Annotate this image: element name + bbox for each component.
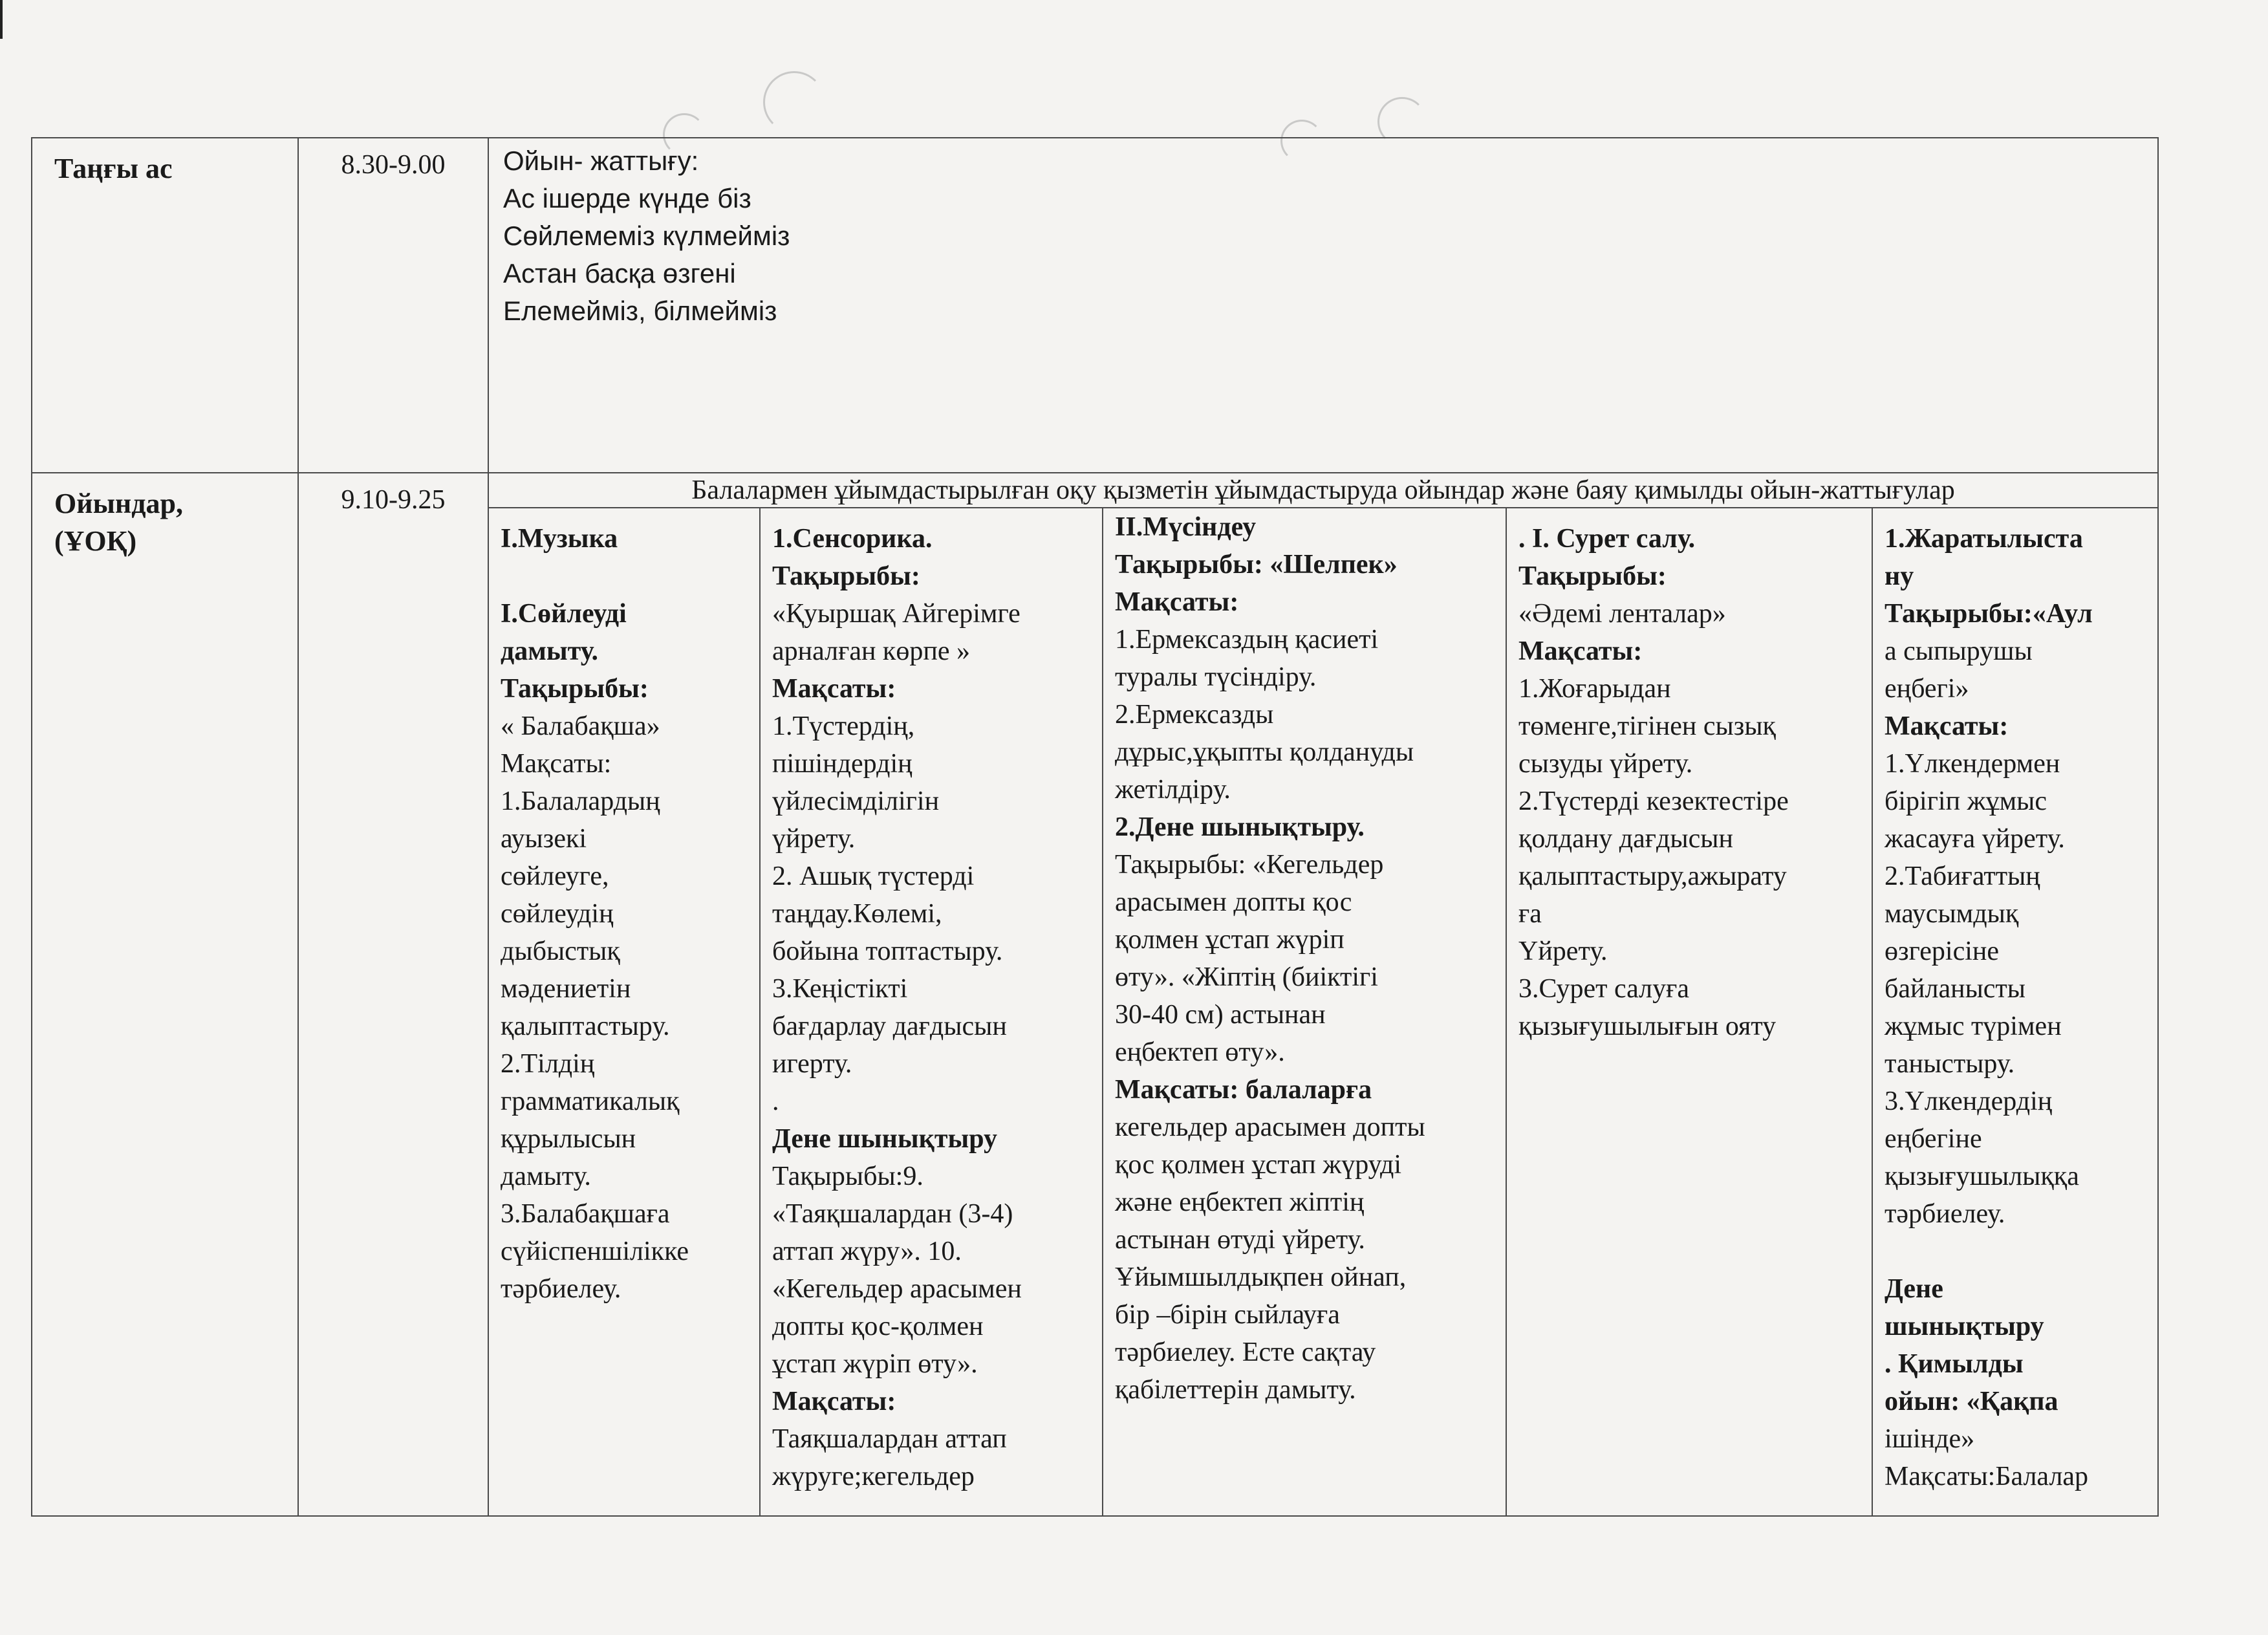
activity-line: қалыптастыру,ажырату xyxy=(1518,861,1787,891)
activity-line: Үйрету. xyxy=(1518,937,1608,966)
activity-line: шынықтыру xyxy=(1885,1312,2044,1341)
activity-line: қызығушылыққа xyxy=(1885,1162,2079,1191)
games-header-row xyxy=(32,473,2158,508)
activity-line: 1.Балалардың xyxy=(501,786,660,816)
activity-line: Тақырыбы: «Кегельдер xyxy=(1115,850,1384,880)
activity-line: жасауға үйрету. xyxy=(1885,824,2065,854)
activity-line: ға xyxy=(1518,899,1542,929)
activity-line: Мақсаты: xyxy=(1885,711,2009,741)
activity-line: қызығушылығын ояту xyxy=(1518,1012,1777,1041)
activity-column-drawing xyxy=(1506,508,1872,1516)
activity-line: 1.Үлкендермен xyxy=(1885,749,2060,779)
activity-line: 1.Жаратылыста xyxy=(1885,524,2083,554)
activity-line: қолмен ұстап жүріп xyxy=(1115,925,1345,955)
activity-line: 1.Сенсорика. xyxy=(772,524,933,554)
activity-line: допты қос-қолмен xyxy=(772,1312,984,1341)
activity-line: қолдану дағдысын xyxy=(1518,824,1733,854)
activity-line: таныстыру. xyxy=(1885,1049,2015,1079)
breakfast-line: Ас ішерде күнде біз xyxy=(503,183,751,213)
activity-line: . І. Сурет салу. xyxy=(1518,524,1696,554)
activity-line: астынан өтуді үйрету. xyxy=(1115,1225,1365,1255)
activity-line: 2.Табиғаттың xyxy=(1885,861,2040,891)
activity-line: тәрбиелеу. xyxy=(1885,1199,2005,1229)
activity-line: Таяқшалардан аттап xyxy=(772,1424,1007,1454)
activity-line: дұрыс,ұқыпты қолдануды xyxy=(1115,737,1414,767)
games-time: 9.10-9.25 xyxy=(298,473,488,1516)
activity-line: Дене xyxy=(1885,1274,1943,1304)
activity-line: бірігіп жұмыс xyxy=(1885,786,2047,816)
activity-column-sensorics xyxy=(760,508,1103,1516)
activity-line: І.Музыка xyxy=(501,524,618,554)
activity-line: және еңбектеп жіптің xyxy=(1115,1187,1365,1217)
activity-line: төменге,тігінен сызық xyxy=(1518,711,1776,741)
activity-line: бойына топтастыру. xyxy=(772,937,1003,966)
activity-line: кегельдер арасымен допты xyxy=(1115,1112,1425,1142)
activity-line xyxy=(501,558,748,595)
activity-line: грамматикалық xyxy=(501,1087,680,1116)
activity-line: ІІ.Мүсіндеу xyxy=(1115,512,1257,542)
activity-line: Мақсаты:Балалар xyxy=(1885,1462,2089,1491)
scan-edge-mark xyxy=(0,0,3,39)
activity-column-modeling xyxy=(1103,508,1506,1516)
activity-line: аттап жүру». 10. xyxy=(772,1237,962,1266)
activity-line: Мақсаты: балаларға xyxy=(1115,1075,1372,1105)
activity-line: бір –бірін сыйлауға xyxy=(1115,1300,1340,1330)
activity-line: қалыптастыру. xyxy=(501,1012,670,1041)
activity-line: Дене шынықтыру xyxy=(772,1124,998,1154)
activity-line: сөйлеуге, xyxy=(501,861,609,891)
breakfast-line: Астан басқа өзгені xyxy=(503,258,736,288)
activity-line: үйрету. xyxy=(772,824,856,854)
activity-line: дыбыстық xyxy=(501,937,620,966)
activity-line: 3.Кеңістікті xyxy=(772,974,908,1004)
breakfast-line: Сөйлемеміз күлмейміз xyxy=(503,221,790,251)
activity-line: І.Сөйлеуді xyxy=(501,599,627,629)
activity-line: қос қолмен ұстап жүруді xyxy=(1115,1150,1402,1180)
games-label xyxy=(32,473,298,1516)
activity-line: пішіндердің xyxy=(772,749,913,779)
activity-line: еңбектеп өту». xyxy=(1115,1037,1285,1067)
activity-line: құрылысын xyxy=(501,1124,636,1154)
activity-line: маусымдық xyxy=(1885,899,2019,929)
activity-line: «Қуыршақ Айгерімге xyxy=(772,599,1021,629)
activity-line: өзгерісіне xyxy=(1885,937,2000,966)
activity-line: 3.Балабақшаға xyxy=(501,1199,670,1229)
activity-line: 3.Сурет салуға xyxy=(1518,974,1689,1004)
activity-line: арасымен допты қос xyxy=(1115,887,1352,917)
activity-line: Тақырыбы:«Аул xyxy=(1885,599,2093,629)
activity-line: Мақсаты: xyxy=(1518,636,1643,666)
activity-line: мәдениетін xyxy=(501,974,631,1004)
activity-line: ішінде» xyxy=(1885,1424,1975,1454)
activity-line: таңдау.Көлемі, xyxy=(772,899,942,929)
breakfast-line: Ойын- жаттығу: xyxy=(503,146,699,176)
activity-line: жетілдіру. xyxy=(1115,775,1231,805)
activity-line: 2.Тілдің xyxy=(501,1049,595,1079)
activity-line xyxy=(1885,1233,2146,1270)
activity-line: Мақсаты: xyxy=(772,1387,896,1416)
activity-line: дамыту. xyxy=(501,636,599,666)
activity-line: тәрбиелеу. xyxy=(501,1274,621,1304)
activity-line: еңбегіне xyxy=(1885,1124,1982,1154)
activity-line: жұмыс түрімен xyxy=(1885,1012,2062,1041)
activity-line: Тақырыбы:9. xyxy=(772,1162,923,1191)
activity-column-music-speech xyxy=(488,508,760,1516)
activity-line: Тақырыбы: «Шелпек» xyxy=(1115,550,1398,579)
activity-line: бағдарлау дағдысын xyxy=(772,1012,1007,1041)
activity-line: арналған көрпе » xyxy=(772,636,970,666)
scan-smudge xyxy=(763,71,825,133)
activity-line: жүруге;кегельдер xyxy=(772,1462,975,1491)
activity-line: Мақсаты: xyxy=(501,749,612,779)
activity-column-nature xyxy=(1872,508,2158,1516)
activity-line: «Әдемі лентaлар» xyxy=(1518,599,1726,629)
activity-line: сызуды үйрету. xyxy=(1518,749,1693,779)
activity-line: 2.Ермексазды xyxy=(1115,700,1274,730)
games-label-line1: Ойындар, xyxy=(54,488,184,519)
activity-line: 2.Дене шынықтыру. xyxy=(1115,812,1365,842)
activity-line: дамыту. xyxy=(501,1162,591,1191)
activity-line: « Балабақша» xyxy=(501,711,660,741)
activity-line: 2. Ашық түстерді xyxy=(772,861,975,891)
activity-line: тәрбиелеу. Есте сақтау xyxy=(1115,1337,1376,1367)
activity-line: 30-40 см) астынан xyxy=(1115,1000,1326,1030)
activity-line: ұстап жүріп өту». xyxy=(772,1349,978,1379)
breakfast-time: 8.30-9.00 xyxy=(298,138,488,473)
activity-line: 1.Түстердің, xyxy=(772,711,915,741)
activity-line: туралы түсіндіру. xyxy=(1115,662,1317,692)
breakfast-label: Таңғы ас xyxy=(32,138,298,473)
activity-line: а сыпырушы xyxy=(1885,636,2033,666)
breakfast-content xyxy=(488,138,2158,473)
activity-line: өту». «Жіптің (биіктігі xyxy=(1115,962,1378,992)
activity-line: 3.Үлкендердің xyxy=(1885,1087,2053,1116)
activity-line: Тақырыбы: xyxy=(772,561,920,591)
activity-line: Ұйымшылдықпен ойнап, xyxy=(1115,1262,1407,1292)
activity-line: байланысты xyxy=(1885,974,2025,1004)
activity-line: ойын: «Қақпа xyxy=(1885,1387,2058,1416)
activity-line: Тақырыбы: xyxy=(501,674,649,704)
activity-line: 1.Ермексаздың қасиеті xyxy=(1115,625,1379,655)
breakfast-row xyxy=(32,138,2158,473)
activity-line: қабілеттерін дамыту. xyxy=(1115,1375,1356,1405)
activity-line: үйлесімділігін xyxy=(772,786,940,816)
activity-line: 1.Жоғарыдан xyxy=(1518,674,1671,704)
activity-line: сүйіспеншілікке xyxy=(501,1237,689,1266)
activity-line: Мақсаты: xyxy=(772,674,896,704)
games-label-line2: (ҰОҚ) xyxy=(54,525,137,557)
activity-line: . xyxy=(772,1087,779,1116)
activity-line: 2.Түстерді кезектестіре xyxy=(1518,786,1789,816)
activity-line: «Таяқшалардан (3-4) xyxy=(772,1199,1013,1229)
games-activities-header: Балалармен ұйымдастырылған оқу қызметін ұйымдастыруда ойындар және баяу қимылды ойын-жаттығулар xyxy=(488,473,2158,508)
activity-line: «Кегельдер арасымен xyxy=(772,1274,1022,1304)
activity-line: игерту. xyxy=(772,1049,852,1079)
activity-line: сөйлеудің xyxy=(501,899,614,929)
activity-line: ну xyxy=(1885,561,1914,591)
activity-line: ауызекі xyxy=(501,824,587,854)
breakfast-lines xyxy=(503,142,2146,330)
activity-line: Мақсаты: xyxy=(1115,587,1239,617)
activity-line: Тақырыбы: xyxy=(1518,561,1667,591)
activity-line: . Қимылды xyxy=(1885,1349,2024,1379)
daily-plan-table xyxy=(31,137,2159,1517)
breakfast-line: Елемейміз, білмейміз xyxy=(503,296,777,326)
activity-line: еңбегі» xyxy=(1885,674,1969,704)
